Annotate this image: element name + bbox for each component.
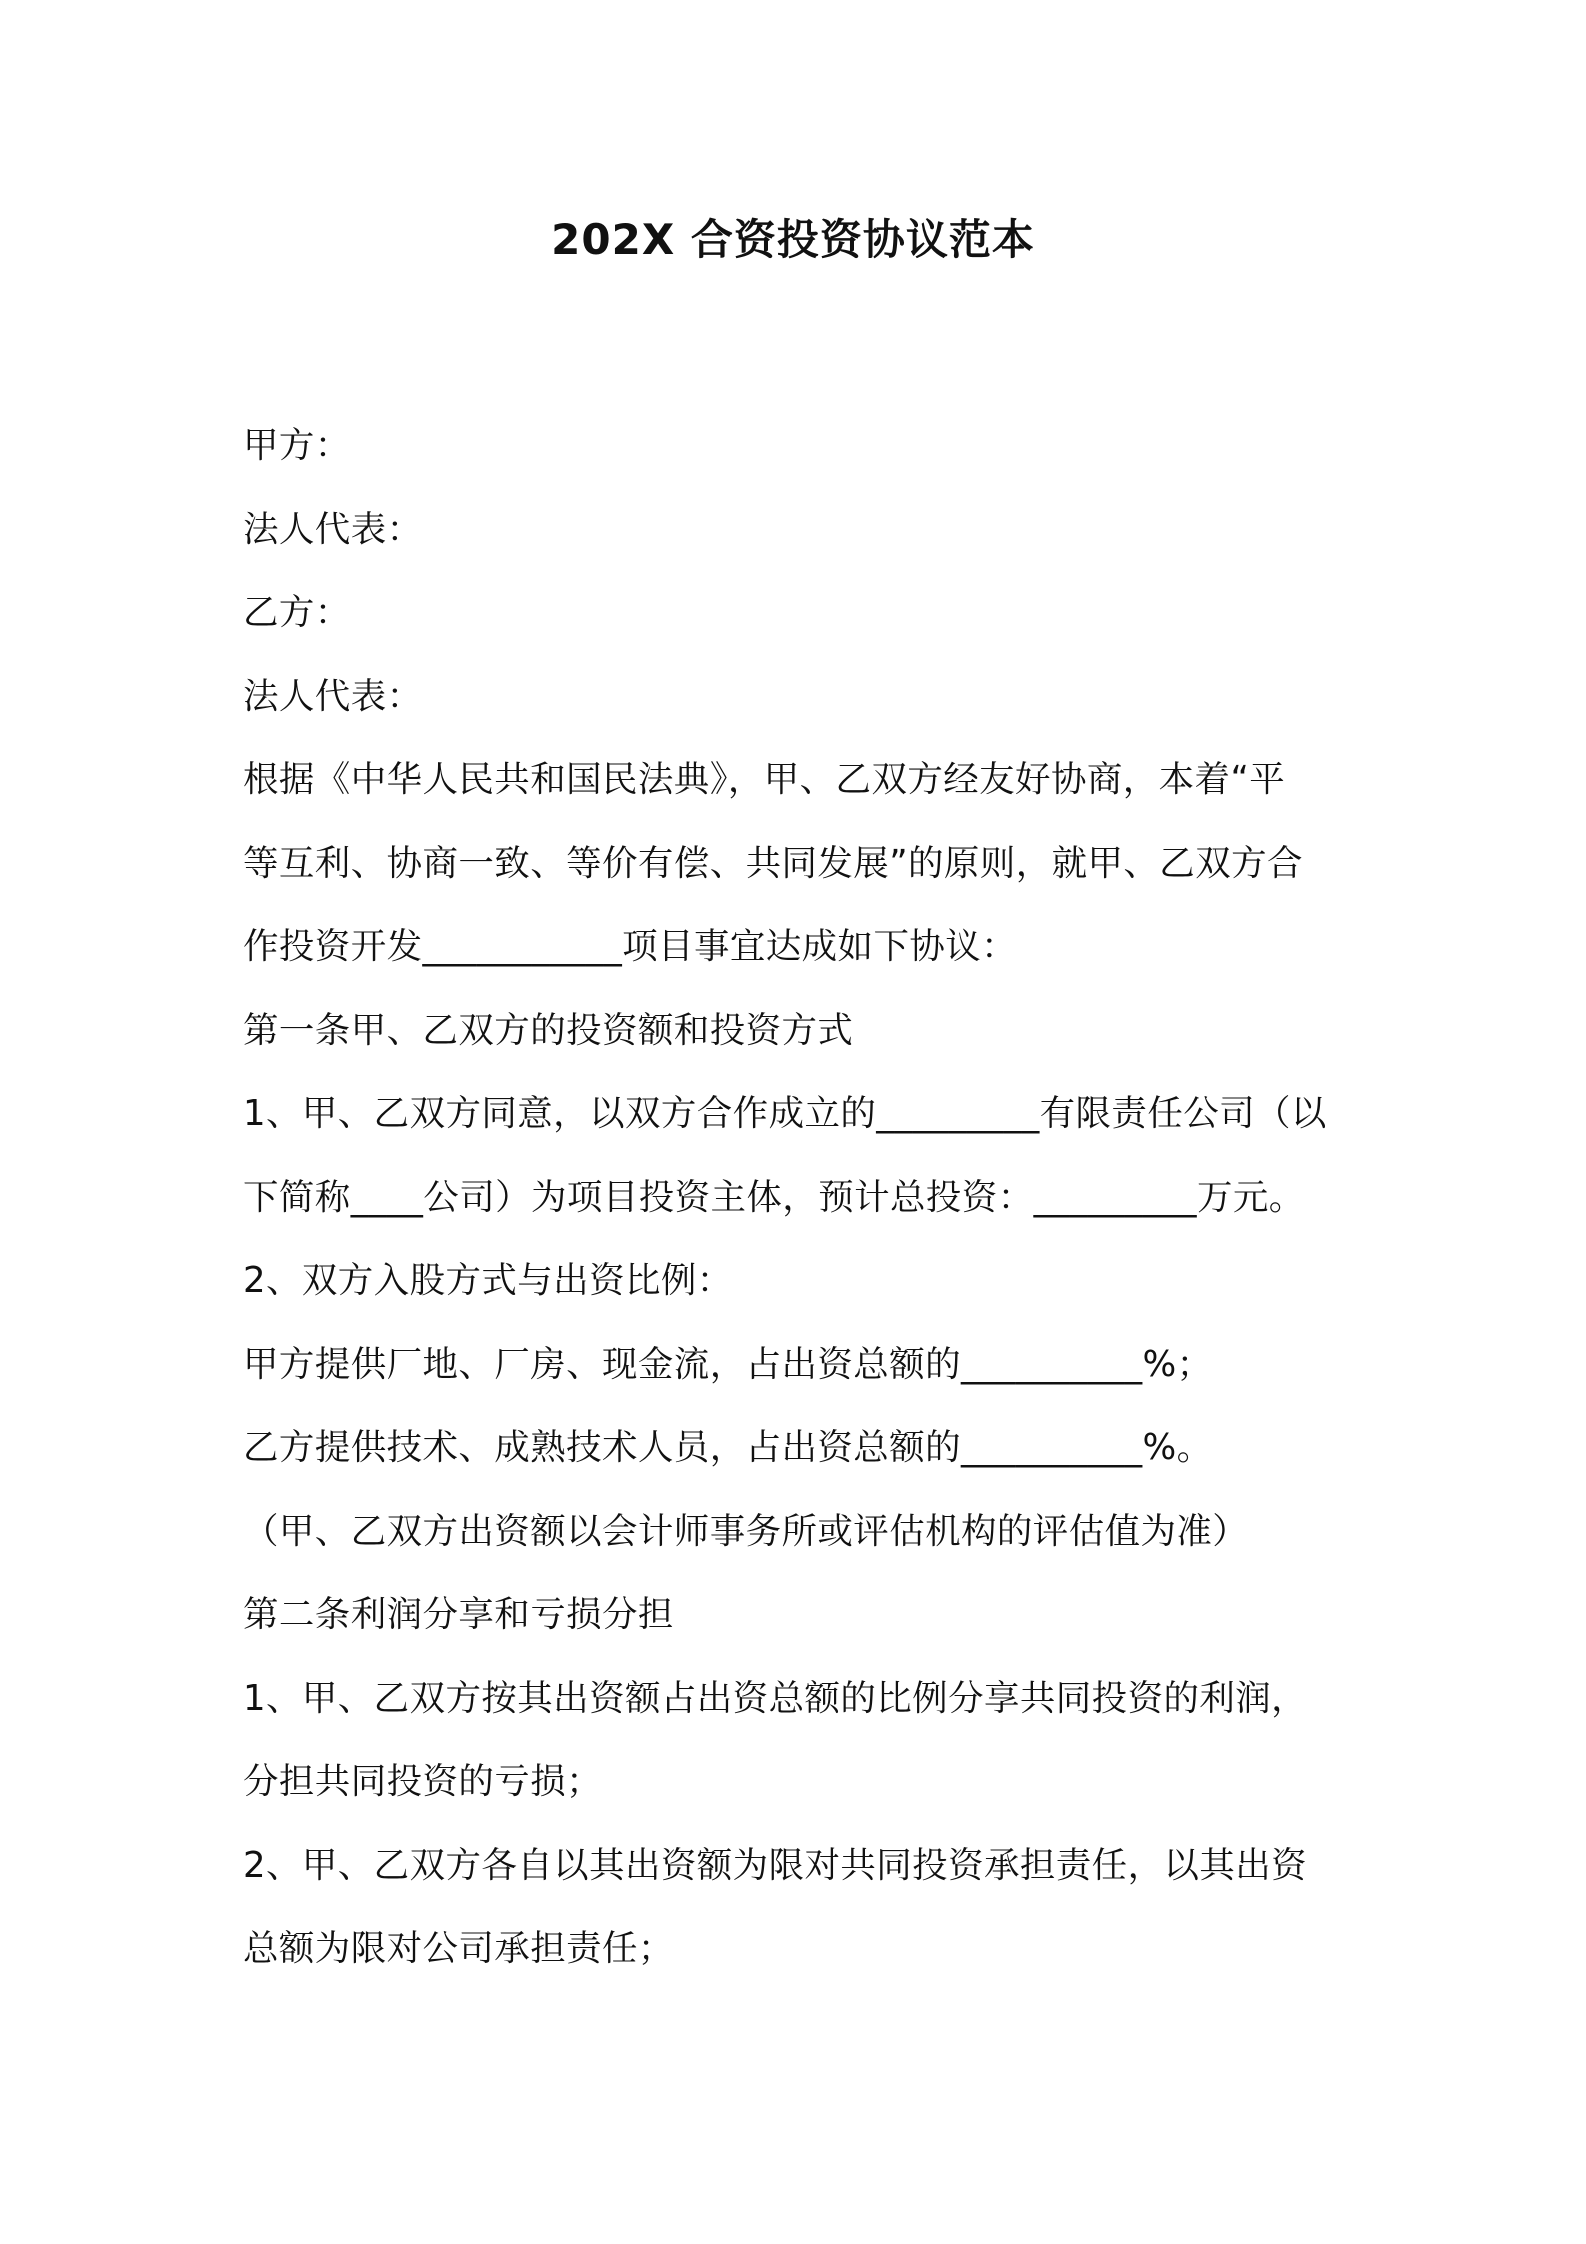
article-1-clause-1-line-2: 下简称____公司）为项目投资主体，预计总投资：_________万元。 <box>243 1176 1305 1218</box>
party-a-line: 甲方： <box>243 425 351 466</box>
article-1-heading: 第一条甲、乙双方的投资额和投资方式 <box>243 1009 854 1051</box>
article-1-clause-2: 2、双方入股方式与出资比例： <box>243 1260 733 1301</box>
preamble-line-1: 根据《中华人民共和国民法典》，甲、乙双方经友好协商，本着“平 <box>243 759 1286 800</box>
party-b-contribution: 乙方提供技术、成熟技术人员，占出资总额的__________%。 <box>243 1427 1213 1468</box>
document-title: 202X 合资投资协议范本 <box>551 215 1035 264</box>
article-2-heading: 第二条利润分享和亏损分担 <box>243 1594 674 1635</box>
party-a-contribution: 甲方提供厂地、厂房、现金流，占出资总额的__________%； <box>243 1343 1213 1385</box>
article-2-clause-1-line-1: 1、甲、乙双方按其出资额占出资总额的比例分享共同投资的利润， <box>243 1677 1308 1719</box>
party-a-representative-line: 法人代表： <box>243 508 423 550</box>
article-1-clause-1-line-1: 1、甲、乙双方同意，以双方合作成立的_________有限责任公司（以 <box>243 1093 1327 1134</box>
article-2-clause-2-line-1: 2、甲、乙双方各自以其出资额为限对共同投资承担责任，以其出资 <box>243 1844 1308 1886</box>
party-b-representative-line: 法人代表： <box>243 675 423 717</box>
article-2-clause-1-line-2: 分担共同投资的亏损； <box>243 1761 603 1802</box>
valuation-note: （甲、乙双方出资额以会计师事务所或评估机构的评估值为准） <box>243 1510 1249 1552</box>
preamble-line-2: 等互利、协商一致、等价有偿、共同发展”的原则，就甲、乙双方合 <box>243 842 1303 884</box>
party-b-line: 乙方： <box>243 592 351 633</box>
article-2-clause-2-line-2: 总额为限对公司承担责任； <box>243 1928 674 1969</box>
document-body <box>243 404 1353 1991</box>
preamble-line-3: 作投资开发___________项目事宜达成如下协议： <box>243 926 1018 967</box>
